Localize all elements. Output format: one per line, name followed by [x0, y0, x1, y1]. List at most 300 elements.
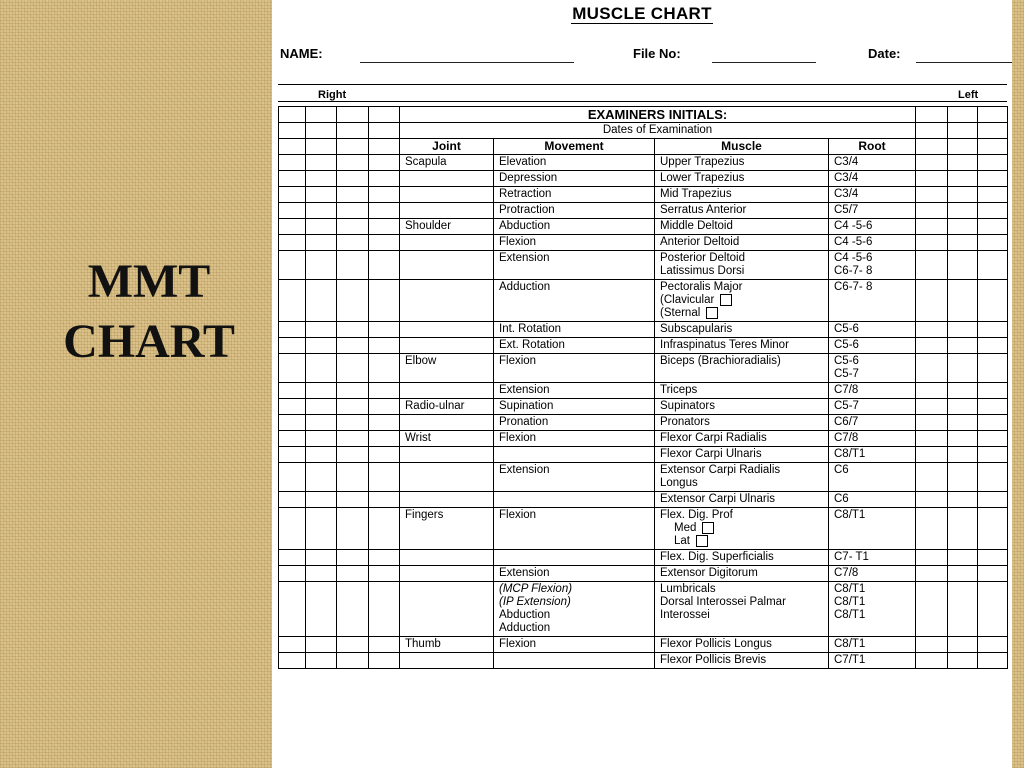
grade-cell[interactable] [279, 463, 306, 492]
grade-cell[interactable] [369, 447, 400, 463]
grade-cell[interactable] [279, 219, 306, 235]
grade-cell[interactable] [279, 139, 306, 155]
root-cell [829, 508, 916, 550]
grade-cell[interactable] [369, 431, 400, 447]
grade-cell[interactable] [337, 431, 369, 447]
grade-cell[interactable] [306, 139, 337, 155]
grade-cell[interactable] [369, 171, 400, 187]
joint-cell [400, 383, 494, 399]
grade-cell[interactable] [948, 637, 978, 653]
grade-cell[interactable] [306, 171, 337, 187]
grade-cell[interactable] [978, 566, 1008, 582]
muscle-cell-text: Extensor Carpi Radialis [660, 464, 781, 477]
grade-cell[interactable] [948, 550, 978, 566]
grade-cell[interactable] [337, 203, 369, 219]
grade-cell[interactable] [916, 280, 948, 322]
table-row [279, 508, 1008, 550]
grade-cell[interactable] [369, 235, 400, 251]
root-cell-text: C5-7 [834, 400, 859, 413]
movement-cell [494, 187, 655, 203]
grade-cell[interactable] [337, 463, 369, 492]
grade-cell[interactable] [306, 431, 337, 447]
root-cell [829, 155, 916, 171]
grade-cell[interactable] [306, 235, 337, 251]
grade-cell[interactable] [948, 399, 978, 415]
grade-cell[interactable] [916, 463, 948, 492]
checkbox[interactable] [702, 522, 714, 534]
grade-cell[interactable] [337, 399, 369, 415]
grade-cell[interactable] [337, 139, 369, 155]
grade-cell[interactable] [369, 203, 400, 219]
grade-cell[interactable] [916, 550, 948, 566]
grade-cell[interactable] [948, 582, 978, 637]
grade-cell[interactable] [916, 447, 948, 463]
grade-cell[interactable] [978, 653, 1008, 669]
grade-cell[interactable] [369, 322, 400, 338]
muscle-cell [655, 463, 829, 492]
table-row [279, 219, 1008, 235]
grade-cell[interactable] [279, 492, 306, 508]
root-cell-text: C6 [834, 493, 849, 506]
movement-cell-text: Protraction [499, 204, 555, 216]
grade-cell[interactable] [306, 107, 337, 123]
root-cell [829, 354, 916, 383]
grade-cell[interactable] [337, 107, 369, 123]
root-cell [829, 550, 916, 566]
grade-cell[interactable] [306, 123, 337, 139]
movement-cell-text: Flexion [499, 355, 537, 368]
movement-cell [494, 415, 655, 431]
checkbox[interactable] [696, 535, 708, 547]
grade-cell[interactable] [948, 463, 978, 492]
muscle-cell [655, 155, 829, 171]
checkbox[interactable] [720, 294, 732, 306]
grade-cell[interactable] [279, 653, 306, 669]
grade-cell[interactable] [948, 123, 978, 139]
movement-cell-text: Extension [499, 252, 550, 264]
grade-cell[interactable] [916, 171, 948, 187]
checkbox[interactable] [706, 307, 718, 319]
root-cell [829, 171, 916, 187]
grade-cell[interactable] [369, 415, 400, 431]
grade-cell[interactable] [279, 637, 306, 653]
grade-cell[interactable] [978, 508, 1008, 550]
grade-cell[interactable] [369, 123, 400, 139]
grade-cell[interactable] [916, 637, 948, 653]
joint-cell [400, 187, 494, 203]
joint-cell [400, 338, 494, 354]
grade-cell[interactable] [306, 399, 337, 415]
joint-cell [400, 171, 494, 187]
grade-cell[interactable] [916, 431, 948, 447]
root-cell [829, 431, 916, 447]
grade-cell[interactable] [279, 431, 306, 447]
grade-cell[interactable] [279, 399, 306, 415]
muscle-cell [655, 582, 829, 637]
divider [278, 84, 1007, 85]
muscle-cell [655, 235, 829, 251]
root-cell-text: C3/4 [834, 172, 859, 184]
grade-cell[interactable] [306, 322, 337, 338]
grade-cell[interactable] [279, 383, 306, 399]
grade-cell[interactable] [306, 383, 337, 399]
grade-cell[interactable] [948, 280, 978, 322]
date-field[interactable] [916, 62, 1012, 63]
grade-cell[interactable] [306, 280, 337, 322]
right-label: Right [318, 89, 347, 101]
grade-cell[interactable] [279, 354, 306, 383]
table-row [279, 653, 1008, 669]
slide-title [0, 252, 298, 372]
grade-cell[interactable] [978, 123, 1008, 139]
joint-cell: Fingers [400, 508, 494, 550]
grade-cell[interactable] [978, 280, 1008, 322]
grade-cell[interactable] [306, 566, 337, 582]
root-cell-text: C6-7- 8 [834, 265, 873, 277]
grade-cell[interactable] [279, 187, 306, 203]
grade-cell[interactable] [948, 354, 978, 383]
root-cell [829, 566, 916, 582]
grade-cell[interactable] [916, 383, 948, 399]
grade-cell[interactable] [916, 415, 948, 431]
muscle-cell-text: Extensor Digitorum [660, 567, 758, 580]
table-row [279, 187, 1008, 203]
grade-cell[interactable] [978, 354, 1008, 383]
table-row [279, 431, 1008, 447]
grade-cell[interactable] [369, 399, 400, 415]
dates-label: Dates of Examination [400, 123, 916, 139]
grade-cell[interactable] [978, 203, 1008, 219]
grade-cell[interactable] [948, 415, 978, 431]
root-cell [829, 235, 916, 251]
grade-cell[interactable] [279, 415, 306, 431]
grade-cell[interactable] [948, 508, 978, 550]
grade-cell[interactable] [337, 171, 369, 187]
grade-cell[interactable] [978, 219, 1008, 235]
grade-cell[interactable] [948, 383, 978, 399]
root-cell [829, 322, 916, 338]
grade-cell[interactable] [369, 280, 400, 322]
muscle-cell [655, 187, 829, 203]
grade-cell[interactable] [369, 383, 400, 399]
grade-cell[interactable] [279, 582, 306, 637]
grade-cell[interactable] [306, 251, 337, 280]
muscle-cell-text: Extensor Carpi Ulnaris [660, 493, 776, 506]
grade-cell[interactable] [306, 219, 337, 235]
grade-cell[interactable] [369, 566, 400, 582]
muscle-cell-text: Supinators [660, 400, 715, 413]
grade-cell[interactable] [369, 463, 400, 492]
grade-cell[interactable] [916, 322, 948, 338]
grade-cell[interactable] [306, 653, 337, 669]
grade-cell[interactable] [978, 338, 1008, 354]
grade-cell[interactable] [916, 155, 948, 171]
movement-cell-text: Pronation [499, 416, 549, 429]
grade-cell[interactable] [369, 653, 400, 669]
grade-cell[interactable] [948, 187, 978, 203]
grade-cell[interactable] [978, 383, 1008, 399]
name-field[interactable] [360, 62, 574, 63]
muscle-cell [655, 338, 829, 354]
grade-cell[interactable] [978, 463, 1008, 492]
grade-cell[interactable] [337, 322, 369, 338]
grade-cell[interactable] [948, 322, 978, 338]
grade-cell[interactable] [916, 582, 948, 637]
grade-cell[interactable] [306, 582, 337, 637]
grade-cell[interactable] [306, 492, 337, 508]
grade-cell[interactable] [369, 107, 400, 123]
grade-cell[interactable] [948, 203, 978, 219]
grade-cell[interactable] [306, 354, 337, 383]
table-row [279, 280, 1008, 322]
grade-cell[interactable] [916, 123, 948, 139]
grade-cell[interactable] [279, 235, 306, 251]
grade-cell[interactable] [306, 637, 337, 653]
grade-cell[interactable] [306, 338, 337, 354]
root-cell-text: C7/8 [834, 432, 859, 445]
grade-cell[interactable] [337, 251, 369, 280]
grade-cell[interactable] [279, 251, 306, 280]
grade-cell[interactable] [306, 155, 337, 171]
table-row [279, 203, 1008, 219]
muscle-cell [655, 447, 829, 463]
grade-cell[interactable] [279, 447, 306, 463]
grade-cell[interactable] [978, 447, 1008, 463]
header-root: Root [829, 139, 916, 155]
grade-cell[interactable] [279, 171, 306, 187]
movement-cell-text: Depression [499, 172, 558, 184]
muscle-cell-text: Anterior Deltoid [660, 236, 740, 248]
grade-cell[interactable] [978, 139, 1008, 155]
grade-cell[interactable] [978, 399, 1008, 415]
movement-cell-text: Extension [499, 384, 550, 397]
table-row [279, 415, 1008, 431]
grade-cell[interactable] [978, 550, 1008, 566]
grade-cell[interactable] [337, 415, 369, 431]
grade-cell[interactable] [337, 508, 369, 550]
grade-cell[interactable] [337, 550, 369, 566]
movement-cell-text: Abduction [499, 220, 551, 232]
root-cell-text: C8/T1 [834, 448, 866, 461]
grade-cell[interactable] [948, 107, 978, 123]
grade-cell[interactable] [978, 235, 1008, 251]
table-row [279, 492, 1008, 508]
grade-cell[interactable] [948, 139, 978, 155]
left-label: Left [958, 89, 979, 101]
grade-cell[interactable] [916, 492, 948, 508]
root-cell-text: C8/T1 [834, 638, 866, 651]
muscle-cell-text: Longus [660, 477, 698, 490]
grade-cell[interactable] [306, 415, 337, 431]
grade-cell[interactable] [369, 508, 400, 550]
grade-cell[interactable] [916, 107, 948, 123]
muscle-cell-text: Interossei [660, 609, 710, 622]
header-joint: Joint [400, 139, 494, 155]
grade-cell[interactable] [978, 492, 1008, 508]
movement-cell [494, 354, 655, 383]
grade-cell[interactable] [978, 637, 1008, 653]
root-cell-text: C8/T1 [834, 596, 866, 609]
grade-cell[interactable] [369, 139, 400, 155]
grade-cell[interactable] [337, 338, 369, 354]
grade-cell[interactable] [337, 447, 369, 463]
grade-cell[interactable] [916, 139, 948, 155]
grade-cell[interactable] [948, 235, 978, 251]
grade-cell[interactable] [916, 235, 948, 251]
grade-cell[interactable] [337, 187, 369, 203]
grade-cell[interactable] [369, 550, 400, 566]
grade-cell[interactable] [279, 566, 306, 582]
root-cell-text: C5-6 [834, 355, 859, 368]
grade-cell[interactable] [337, 219, 369, 235]
grade-cell[interactable] [916, 251, 948, 280]
muscle-cell-text: Latissimus Dorsi [660, 265, 745, 277]
joint-cell: Radio-ulnar [400, 399, 494, 415]
grade-cell[interactable] [337, 637, 369, 653]
grade-cell[interactable] [369, 187, 400, 203]
grade-cell[interactable] [306, 550, 337, 566]
grade-cell[interactable] [948, 251, 978, 280]
grade-cell[interactable] [369, 251, 400, 280]
root-cell [829, 187, 916, 203]
grade-cell[interactable] [279, 322, 306, 338]
grade-cell[interactable] [279, 203, 306, 219]
grade-cell[interactable] [916, 508, 948, 550]
sheet-title: MUSCLE CHART [572, 4, 712, 23]
grade-cell[interactable] [978, 251, 1008, 280]
grade-cell[interactable] [337, 235, 369, 251]
grade-cell[interactable] [978, 415, 1008, 431]
root-cell-text: C5-6 [834, 339, 859, 352]
muscle-cell-text: Flexor Pollicis Brevis [660, 654, 767, 667]
grade-cell[interactable] [279, 123, 306, 139]
table-row [279, 447, 1008, 463]
grade-cell[interactable] [279, 280, 306, 322]
movement-cell [494, 582, 655, 637]
grade-cell[interactable] [978, 322, 1008, 338]
grade-cell[interactable] [369, 155, 400, 171]
joint-cell [400, 463, 494, 492]
grade-cell[interactable] [916, 653, 948, 669]
grade-cell[interactable] [369, 492, 400, 508]
grade-cell[interactable] [306, 187, 337, 203]
grade-cell[interactable] [337, 383, 369, 399]
grade-cell[interactable] [948, 219, 978, 235]
root-cell [829, 219, 916, 235]
grade-cell[interactable] [279, 155, 306, 171]
root-cell-text: C7/8 [834, 567, 859, 580]
grade-cell[interactable] [948, 566, 978, 582]
grade-cell[interactable] [369, 354, 400, 383]
grade-cell[interactable] [948, 171, 978, 187]
grade-cell[interactable] [916, 566, 948, 582]
movement-cell-text: Int. Rotation [499, 323, 562, 336]
date-label: Date: [868, 46, 901, 61]
grade-cell[interactable] [337, 582, 369, 637]
muscle-chart-sheet [272, 0, 1012, 768]
movement-cell [494, 550, 655, 566]
grade-cell[interactable] [306, 508, 337, 550]
grade-cell[interactable] [948, 492, 978, 508]
grade-cell[interactable] [978, 171, 1008, 187]
grade-cell[interactable] [306, 463, 337, 492]
muscle-cell [655, 508, 829, 550]
grade-cell[interactable] [337, 566, 369, 582]
table-row [279, 637, 1008, 653]
grade-cell[interactable] [916, 399, 948, 415]
table-row [279, 322, 1008, 338]
root-cell-text: C8/T1 [834, 583, 866, 596]
grade-cell[interactable] [369, 582, 400, 637]
muscle-cell [655, 431, 829, 447]
muscle-cell-text: Flex. Dig. Prof [660, 509, 733, 522]
root-cell-text: C4 -5-6 [834, 236, 873, 248]
table-row [279, 354, 1008, 383]
movement-cell [494, 338, 655, 354]
grade-cell[interactable] [279, 508, 306, 550]
grade-cell[interactable] [948, 431, 978, 447]
grade-cell[interactable] [337, 492, 369, 508]
muscle-cell [655, 322, 829, 338]
muscle-cell-text: Med [674, 522, 697, 535]
grade-cell[interactable] [978, 155, 1008, 171]
root-cell-text: C6/7 [834, 416, 859, 429]
grade-cell[interactable] [916, 338, 948, 354]
movement-cell-text: Extension [499, 567, 550, 580]
muscle-cell [655, 171, 829, 187]
grade-cell[interactable] [978, 107, 1008, 123]
grade-cell[interactable] [369, 637, 400, 653]
grade-cell[interactable] [916, 203, 948, 219]
grade-cell[interactable] [948, 653, 978, 669]
examiners-label: EXAMINERS INITIALS: [400, 107, 916, 123]
grade-cell[interactable] [948, 155, 978, 171]
grade-cell[interactable] [306, 203, 337, 219]
grade-cell[interactable] [337, 123, 369, 139]
grade-cell[interactable] [948, 447, 978, 463]
grade-cell[interactable] [337, 155, 369, 171]
muscle-cell-text: Flexor Pollicis Longus [660, 638, 772, 651]
grade-cell[interactable] [279, 550, 306, 566]
movement-cell [494, 280, 655, 322]
root-cell [829, 637, 916, 653]
grade-cell[interactable] [948, 338, 978, 354]
muscle-cell-text: Flex. Dig. Superficialis [660, 551, 774, 564]
grade-cell[interactable] [337, 280, 369, 322]
movement-cell-text: (MCP Flexion) [499, 583, 573, 596]
grade-cell[interactable] [916, 187, 948, 203]
joint-cell [400, 415, 494, 431]
grade-cell[interactable] [978, 187, 1008, 203]
grade-cell[interactable] [306, 447, 337, 463]
grade-cell[interactable] [916, 354, 948, 383]
grade-cell[interactable] [279, 107, 306, 123]
root-cell [829, 415, 916, 431]
grade-cell[interactable] [978, 431, 1008, 447]
table-row [279, 399, 1008, 415]
grade-cell[interactable] [337, 354, 369, 383]
grade-cell[interactable] [916, 219, 948, 235]
joint-cell [400, 653, 494, 669]
grade-cell[interactable] [978, 582, 1008, 637]
file-field[interactable] [712, 62, 816, 63]
grade-cell[interactable] [337, 653, 369, 669]
grade-cell[interactable] [279, 338, 306, 354]
grade-cell[interactable] [369, 219, 400, 235]
muscle-cell-text: Pronators [660, 416, 710, 429]
grade-cell[interactable] [369, 338, 400, 354]
root-cell-text: C7/T1 [834, 654, 866, 667]
